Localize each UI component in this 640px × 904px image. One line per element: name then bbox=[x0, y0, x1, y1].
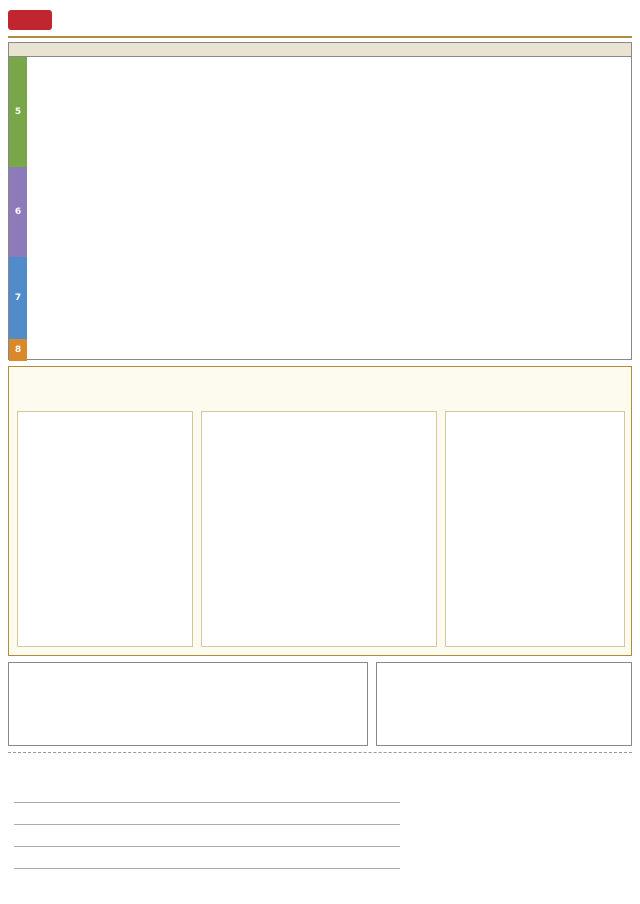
month-band-6: 6 bbox=[9, 167, 27, 257]
month-band-8: 8 bbox=[9, 339, 27, 361]
form-field[interactable] bbox=[14, 847, 400, 869]
header bbox=[8, 6, 632, 38]
products-section bbox=[8, 366, 632, 656]
table-rows bbox=[27, 57, 631, 359]
distribution-table bbox=[8, 42, 632, 360]
product-panel bbox=[17, 411, 193, 647]
month-band-5: 5 bbox=[9, 57, 27, 167]
table-header bbox=[9, 43, 631, 57]
seal-area bbox=[376, 662, 632, 746]
form-field[interactable] bbox=[14, 825, 400, 847]
form-field[interactable] bbox=[14, 803, 400, 825]
edition-badge bbox=[8, 10, 52, 30]
month-band-7: 7 bbox=[9, 257, 27, 339]
order-form bbox=[8, 752, 632, 900]
product-panel bbox=[445, 411, 625, 647]
form-field[interactable] bbox=[14, 781, 400, 803]
product-panel bbox=[201, 411, 437, 647]
form-lines bbox=[14, 781, 400, 869]
member-notice bbox=[8, 662, 368, 746]
company-logo bbox=[259, 679, 359, 735]
